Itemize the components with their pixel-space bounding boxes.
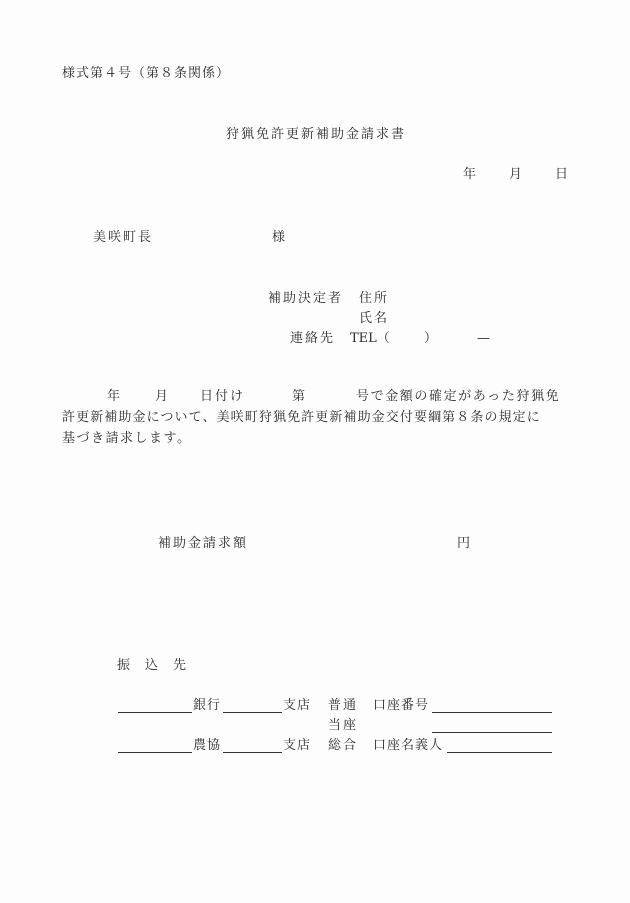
addressee-name: 美咲町長: [93, 230, 154, 245]
date-year-label: 年: [463, 167, 478, 182]
applicant-label: 補助決定者: [268, 291, 344, 306]
branch-label-1: 支店: [283, 698, 312, 713]
body-line1-rest: 号で金額の確定があった狩猟免: [356, 389, 561, 404]
bank-label: 銀行: [193, 698, 222, 713]
account-type-toza[interactable]: 当座: [328, 718, 359, 733]
transfer-label: 振 込 先: [117, 658, 188, 673]
account-holder-blank[interactable]: [447, 752, 552, 753]
account-type-futsu[interactable]: 普通: [328, 698, 359, 713]
account-number-label: 口座番号: [373, 698, 430, 713]
bank-name-blank[interactable]: [118, 712, 192, 713]
account-type-sogo[interactable]: 総合: [328, 738, 359, 753]
nokyo-name-blank[interactable]: [118, 752, 192, 753]
nokyo-branch-blank[interactable]: [223, 752, 282, 753]
tel-dash: —: [477, 331, 491, 346]
branch-label-2: 支店: [283, 738, 312, 753]
body-year: 年: [107, 389, 122, 404]
account-holder-label: 口座名義人: [373, 738, 444, 753]
name-label: 氏名: [359, 311, 390, 326]
contact-label: 連絡先: [290, 331, 336, 346]
account-number-blank[interactable]: [432, 712, 552, 713]
tel-close-paren: ）: [424, 331, 439, 346]
body-day-suffix: 日付け: [200, 389, 246, 404]
form-number: 様式第４号（第８条関係）: [62, 66, 231, 81]
address-label: 住所: [359, 291, 390, 306]
bank-branch-blank[interactable]: [223, 712, 282, 713]
amount-label: 補助金請求額: [158, 536, 249, 551]
tel-label: TEL（: [350, 331, 390, 346]
amount-unit: 円: [457, 536, 472, 551]
body-no-prefix: 第: [292, 389, 307, 404]
nokyo-label: 農協: [193, 738, 222, 753]
addressee-honorific: 様: [272, 230, 287, 245]
body-month: 月: [155, 389, 170, 404]
page-title: 狩猟免許更新補助金請求書: [226, 127, 407, 142]
account-number-blank-2[interactable]: [432, 732, 552, 733]
body-line3: 基づき請求します。: [62, 431, 192, 446]
date-day-label: 日: [555, 167, 570, 182]
date-month-label: 月: [509, 167, 524, 182]
body-line2: 許更新補助金について、美咲町狩猟免許更新補助金交付要綱第８条の規定に: [62, 410, 541, 425]
